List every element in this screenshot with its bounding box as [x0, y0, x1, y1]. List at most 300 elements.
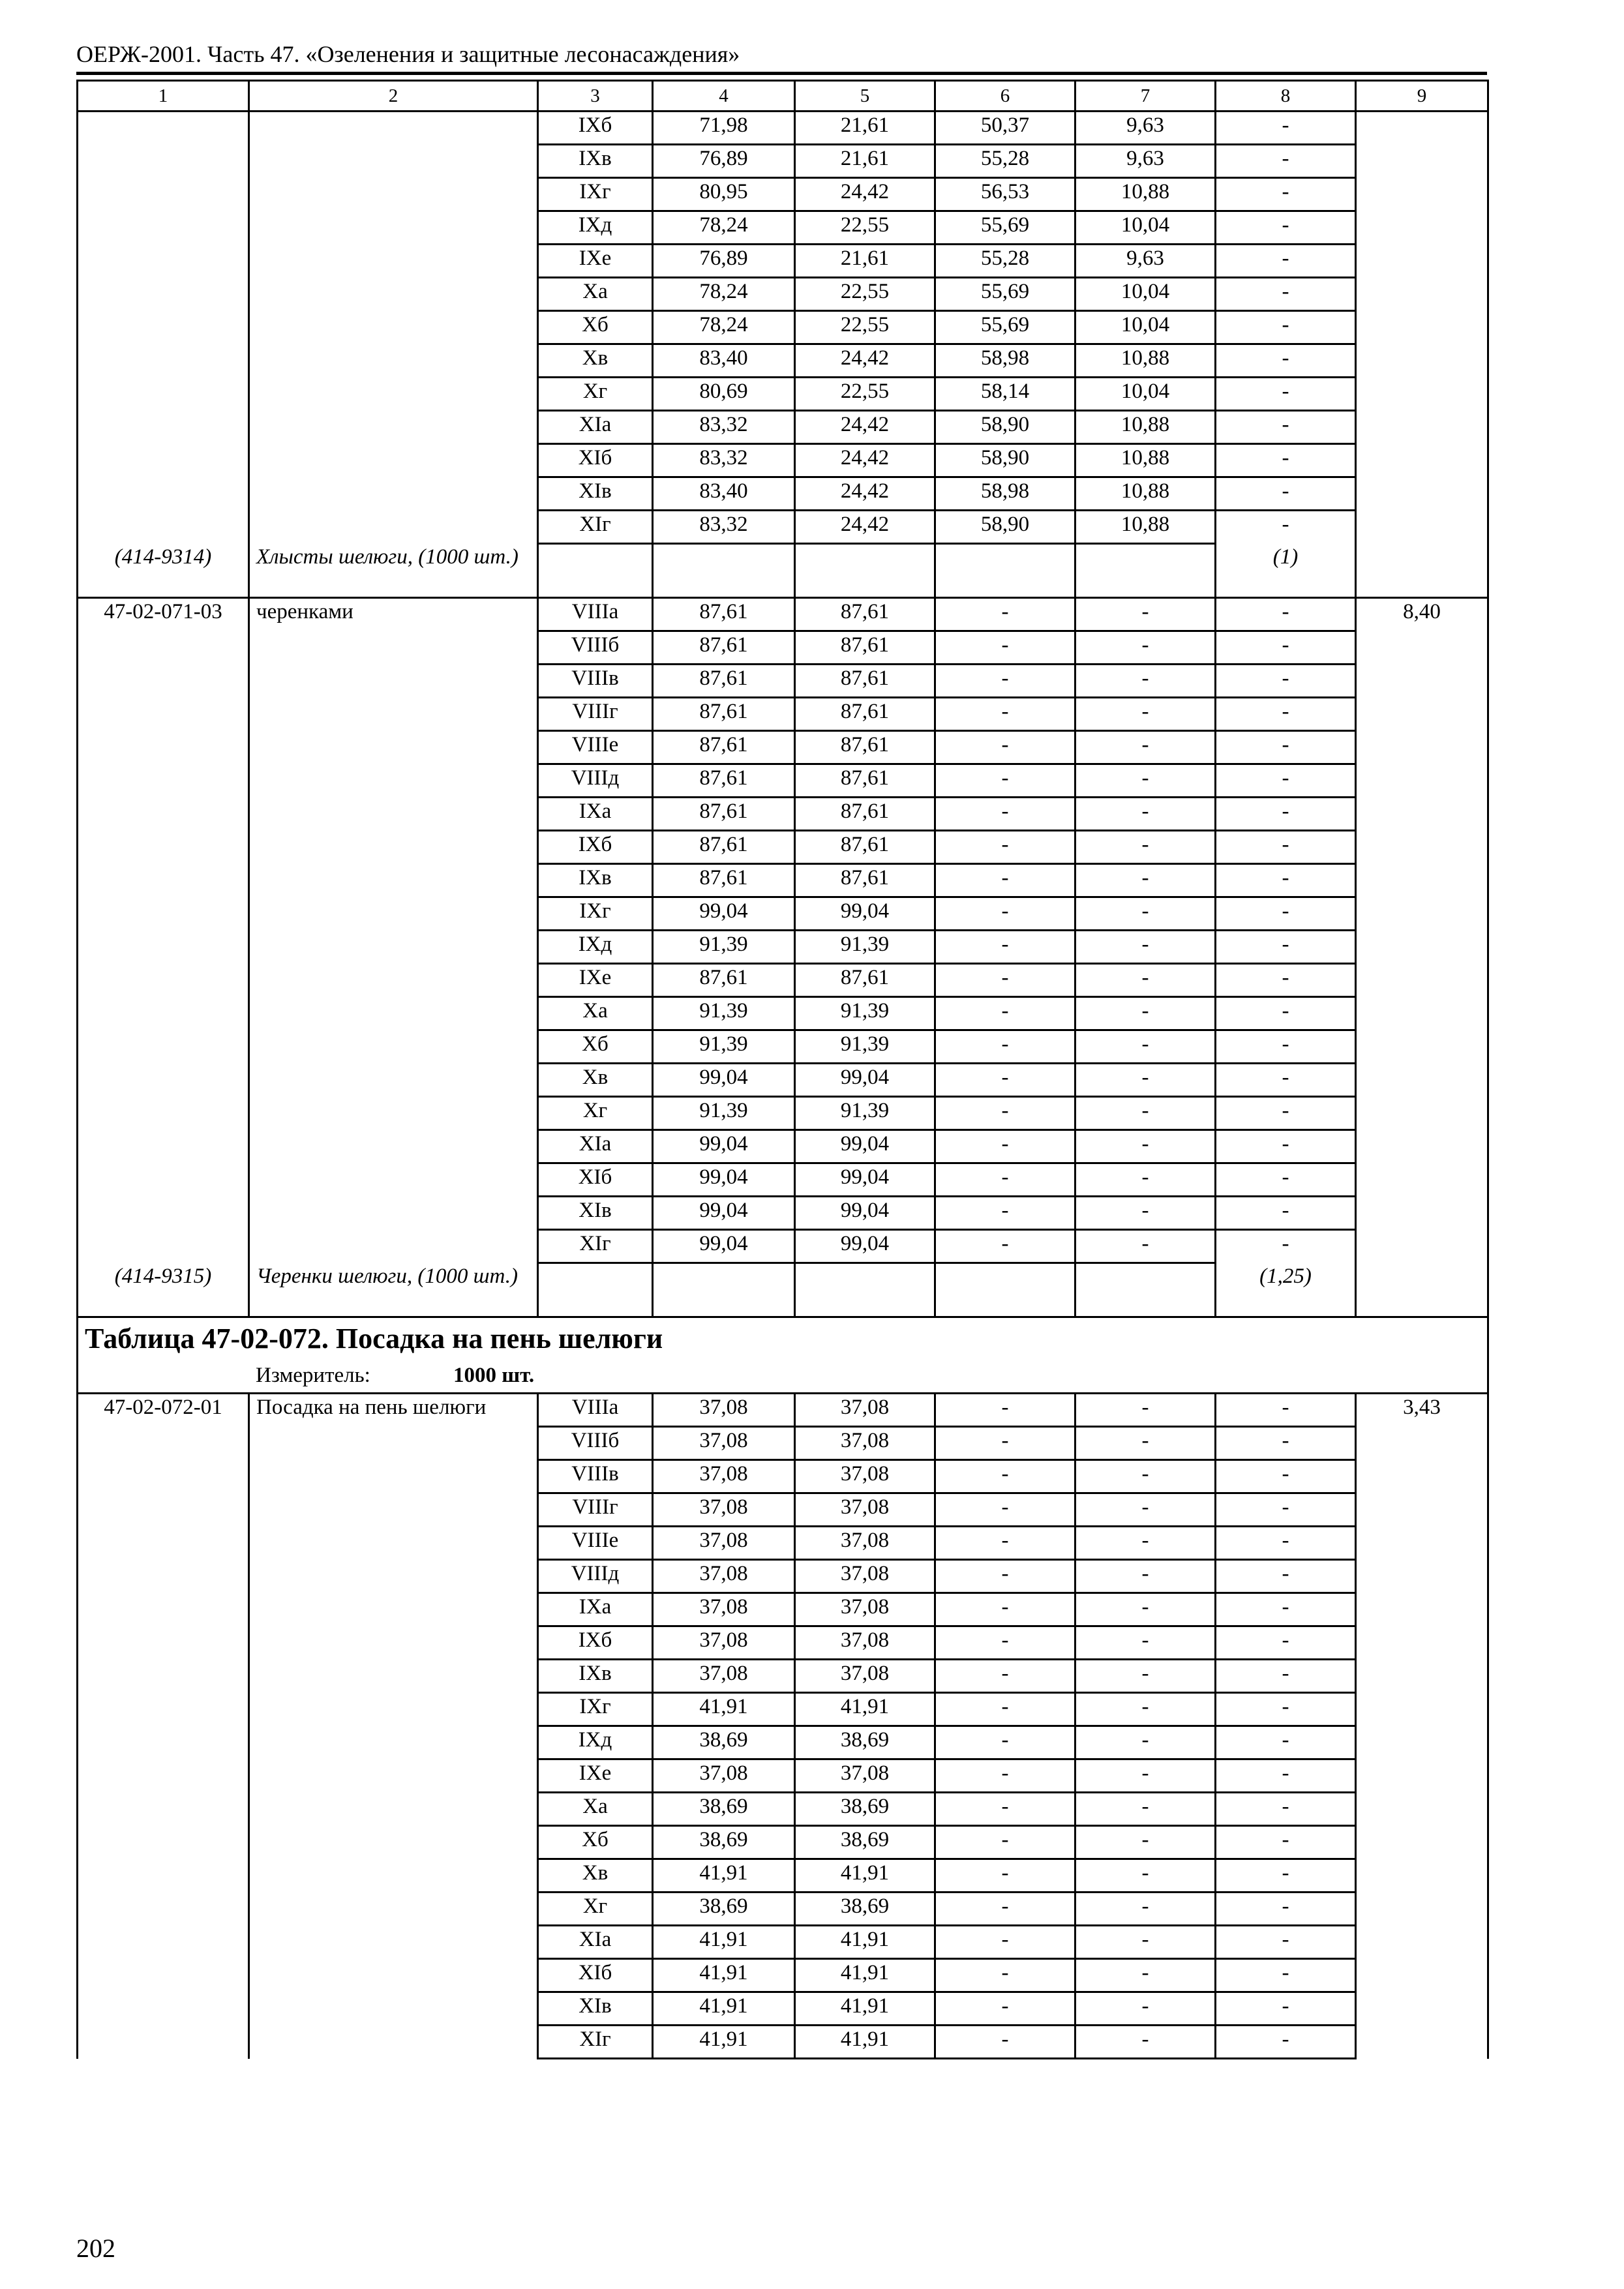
value-cell: Xв — [538, 1859, 653, 1893]
table-row — [78, 411, 1488, 444]
empty-cell — [1075, 544, 1216, 598]
total-cell — [1356, 1626, 1488, 1660]
value-cell: - — [1075, 1859, 1216, 1893]
value-cell: Xб — [538, 1030, 653, 1064]
value-cell: - — [935, 1759, 1075, 1793]
value-cell: - — [1216, 598, 1356, 631]
value-cell: 41,91 — [795, 1859, 935, 1893]
value-cell: 87,61 — [795, 964, 935, 997]
page-header: ОЕРЖ-2001. Часть 47. «Озеленения и защитные лесонасаждения» — [76, 41, 740, 67]
empty-cell — [795, 544, 935, 598]
item-name-cell — [249, 665, 538, 698]
value-cell: - — [1075, 931, 1216, 964]
item-code-cell — [78, 997, 249, 1030]
table-row — [78, 1926, 1488, 1959]
value-cell: - — [1075, 2026, 1216, 2059]
value-cell: 99,04 — [653, 897, 795, 931]
table-row — [78, 1893, 1488, 1926]
value-cell: 87,61 — [795, 731, 935, 764]
table-row — [78, 1793, 1488, 1826]
total-cell — [1356, 1527, 1488, 1560]
item-name-cell — [249, 1593, 538, 1626]
item-name-cell: черенками — [249, 598, 538, 631]
column-number: 3 — [538, 81, 653, 112]
item-name-cell — [249, 2026, 538, 2059]
table-row — [78, 897, 1488, 931]
value-cell: 10,88 — [1075, 444, 1216, 477]
item-name-cell — [249, 931, 538, 964]
value-cell: 99,04 — [653, 1064, 795, 1097]
value-cell: 38,69 — [653, 1793, 795, 1826]
total-cell — [1356, 1726, 1488, 1759]
value-cell: - — [935, 1893, 1075, 1926]
empty-cell — [1075, 1263, 1216, 1317]
value-cell: VIIIе — [538, 731, 653, 764]
table-body — [78, 81, 1488, 2059]
value-cell: - — [1216, 798, 1356, 831]
value-cell: - — [1075, 1130, 1216, 1163]
value-cell: 91,39 — [653, 997, 795, 1030]
value-cell: 21,61 — [795, 245, 935, 278]
table-row — [78, 1527, 1488, 1560]
item-name-cell — [249, 1992, 538, 2026]
item-name-cell — [249, 1726, 538, 1759]
item-code-cell — [78, 145, 249, 178]
item-code-cell — [78, 1992, 249, 2026]
item-code-cell — [78, 411, 249, 444]
value-cell: - — [1075, 1793, 1216, 1826]
item-code-cell — [78, 344, 249, 378]
material-quantity: (1) — [1216, 544, 1356, 598]
total-cell — [1356, 831, 1488, 864]
value-cell: - — [935, 1030, 1075, 1064]
value-cell: - — [935, 2026, 1075, 2059]
value-cell: IXв — [538, 145, 653, 178]
total-cell — [1356, 1130, 1488, 1163]
item-name-cell — [249, 1197, 538, 1230]
table-row — [78, 112, 1488, 145]
total-cell — [1356, 764, 1488, 798]
value-cell: 87,61 — [653, 764, 795, 798]
value-cell: IXб — [538, 112, 653, 145]
total-cell — [1356, 1759, 1488, 1793]
value-cell: - — [935, 897, 1075, 931]
value-cell: Xб — [538, 1826, 653, 1859]
value-cell: 78,24 — [653, 211, 795, 245]
value-cell: 76,89 — [653, 145, 795, 178]
rates-table — [76, 80, 1489, 2059]
value-cell: - — [935, 631, 1075, 665]
total-cell — [1356, 731, 1488, 764]
value-cell: - — [935, 1460, 1075, 1493]
value-cell: 24,42 — [795, 344, 935, 378]
value-cell: XIг — [538, 2026, 653, 2059]
value-cell: 10,88 — [1075, 344, 1216, 378]
item-name-cell — [249, 378, 538, 411]
value-cell: - — [1216, 511, 1356, 544]
value-cell: 24,42 — [795, 444, 935, 477]
column-number: 5 — [795, 81, 935, 112]
table-row — [78, 278, 1488, 311]
total-cell — [1356, 311, 1488, 344]
item-code-cell — [78, 211, 249, 245]
value-cell: - — [935, 864, 1075, 897]
value-cell: - — [935, 1130, 1075, 1163]
value-cell: - — [935, 1959, 1075, 1992]
value-cell: IXе — [538, 245, 653, 278]
value-cell: - — [1075, 1626, 1216, 1660]
table-row — [78, 631, 1488, 665]
item-name-cell — [249, 477, 538, 511]
value-cell: - — [1216, 698, 1356, 731]
total-cell — [1356, 1859, 1488, 1893]
total-cell — [1356, 444, 1488, 477]
value-cell: 87,61 — [653, 731, 795, 764]
total-cell — [1356, 344, 1488, 378]
empty-cell — [795, 1263, 935, 1317]
value-cell: 41,91 — [653, 1693, 795, 1726]
total-cell — [1356, 1197, 1488, 1230]
value-cell: 87,61 — [795, 698, 935, 731]
value-cell: IXб — [538, 1626, 653, 1660]
empty-cell — [538, 1263, 653, 1317]
value-cell: - — [1216, 631, 1356, 665]
value-cell: IXе — [538, 1759, 653, 1793]
value-cell: 22,55 — [795, 311, 935, 344]
value-cell: VIIIг — [538, 698, 653, 731]
item-code-cell — [78, 1593, 249, 1626]
value-cell: - — [935, 798, 1075, 831]
value-cell: - — [1216, 378, 1356, 411]
item-code-cell — [78, 1197, 249, 1230]
item-name-cell — [249, 112, 538, 145]
meter-row — [78, 1362, 1488, 1394]
item-name-cell — [249, 1527, 538, 1560]
value-cell: - — [1216, 931, 1356, 964]
value-cell: 41,91 — [795, 2026, 935, 2059]
value-cell: 91,39 — [795, 1097, 935, 1130]
value-cell: 37,08 — [653, 1493, 795, 1527]
total-cell — [1356, 931, 1488, 964]
value-cell: - — [1216, 1859, 1356, 1893]
value-cell: - — [1216, 1626, 1356, 1660]
value-cell: 41,91 — [653, 1992, 795, 2026]
value-cell: - — [1216, 1163, 1356, 1197]
item-name-cell — [249, 631, 538, 665]
value-cell: - — [935, 1859, 1075, 1893]
total-cell: 8,40 — [1356, 598, 1488, 631]
value-cell: - — [1075, 1826, 1216, 1859]
total-cell — [1356, 1992, 1488, 2026]
value-cell: 99,04 — [795, 1163, 935, 1197]
value-cell: IXд — [538, 211, 653, 245]
value-cell: 87,61 — [795, 665, 935, 698]
value-cell: - — [1216, 731, 1356, 764]
value-cell: IXг — [538, 897, 653, 931]
value-cell: Xа — [538, 1793, 653, 1826]
total-cell — [1356, 112, 1488, 145]
item-code-cell — [78, 1859, 249, 1893]
value-cell: IXа — [538, 1593, 653, 1626]
item-code-cell — [78, 1926, 249, 1959]
table-row — [78, 1726, 1488, 1759]
table-row — [78, 145, 1488, 178]
value-cell: 87,61 — [653, 698, 795, 731]
table-row — [78, 511, 1488, 544]
value-cell: VIIIг — [538, 1493, 653, 1527]
value-cell: - — [935, 1493, 1075, 1527]
table-row — [78, 344, 1488, 378]
value-cell: 78,24 — [653, 311, 795, 344]
table-row — [78, 831, 1488, 864]
value-cell: XIг — [538, 1230, 653, 1263]
item-code-cell — [78, 1064, 249, 1097]
column-number: 9 — [1356, 81, 1488, 112]
table-row — [78, 931, 1488, 964]
value-cell: - — [1216, 1493, 1356, 1527]
item-name-cell — [249, 1230, 538, 1263]
item-code-cell — [78, 1030, 249, 1064]
value-cell: 10,04 — [1075, 278, 1216, 311]
table-row — [78, 444, 1488, 477]
item-code-cell — [78, 2026, 249, 2059]
item-name-cell — [249, 1660, 538, 1693]
item-name-cell — [249, 897, 538, 931]
value-cell: - — [1216, 145, 1356, 178]
item-name-cell — [249, 831, 538, 864]
total-cell — [1356, 964, 1488, 997]
value-cell: 10,88 — [1075, 511, 1216, 544]
value-cell: 38,69 — [653, 1726, 795, 1759]
table-row — [78, 1493, 1488, 1527]
item-code-cell — [78, 764, 249, 798]
value-cell: - — [1216, 1926, 1356, 1959]
value-cell: 91,39 — [795, 1030, 935, 1064]
item-code-cell — [78, 444, 249, 477]
value-cell: - — [1075, 698, 1216, 731]
value-cell: 91,39 — [653, 931, 795, 964]
item-name-cell — [249, 1693, 538, 1726]
value-cell: - — [935, 1926, 1075, 1959]
total-cell — [1356, 1230, 1488, 1263]
value-cell: 55,28 — [935, 145, 1075, 178]
value-cell: - — [1216, 864, 1356, 897]
value-cell: XIб — [538, 1163, 653, 1197]
total-cell — [1356, 1064, 1488, 1097]
total-cell — [1356, 1893, 1488, 1926]
value-cell: - — [1216, 1726, 1356, 1759]
value-cell: - — [1216, 764, 1356, 798]
item-name-cell — [249, 698, 538, 731]
value-cell: 91,39 — [653, 1030, 795, 1064]
value-cell: - — [935, 698, 1075, 731]
value-cell: 21,61 — [795, 112, 935, 145]
value-cell: - — [1216, 1097, 1356, 1130]
value-cell: 41,91 — [795, 1959, 935, 1992]
value-cell: VIIIб — [538, 631, 653, 665]
value-cell: VIIIа — [538, 1394, 653, 1427]
header-rule — [76, 72, 1487, 75]
value-cell: IXв — [538, 864, 653, 897]
value-cell: - — [1216, 245, 1356, 278]
value-cell: 37,08 — [653, 1527, 795, 1560]
item-code-cell — [78, 477, 249, 511]
value-cell: 99,04 — [795, 1064, 935, 1097]
table-row — [78, 1197, 1488, 1230]
value-cell: 87,61 — [795, 598, 935, 631]
value-cell: - — [935, 1427, 1075, 1460]
value-cell: 10,88 — [1075, 411, 1216, 444]
value-cell: - — [935, 1394, 1075, 1427]
value-cell: - — [1216, 1992, 1356, 2026]
value-cell: 9,63 — [1075, 112, 1216, 145]
value-cell: - — [1075, 1759, 1216, 1793]
value-cell: 41,91 — [653, 1959, 795, 1992]
total-cell — [1356, 145, 1488, 178]
item-name-cell — [249, 1460, 538, 1493]
total-cell: 3,43 — [1356, 1394, 1488, 1427]
value-cell: 83,40 — [653, 477, 795, 511]
value-cell: IXб — [538, 831, 653, 864]
item-code-cell — [78, 311, 249, 344]
value-cell: 76,89 — [653, 245, 795, 278]
table-row — [78, 1560, 1488, 1593]
value-cell: 9,63 — [1075, 245, 1216, 278]
value-cell: 83,40 — [653, 344, 795, 378]
table-row — [78, 178, 1488, 211]
material-code: (414-9314) — [78, 544, 249, 598]
value-cell: Xб — [538, 311, 653, 344]
value-cell: 87,61 — [795, 864, 935, 897]
value-cell: 78,24 — [653, 278, 795, 311]
table-row — [78, 477, 1488, 511]
value-cell: - — [1075, 731, 1216, 764]
empty-cell — [653, 1263, 795, 1317]
value-cell: - — [1216, 997, 1356, 1030]
empty-cell — [935, 544, 1075, 598]
value-cell: 38,69 — [795, 1826, 935, 1859]
value-cell: 99,04 — [795, 1130, 935, 1163]
value-cell: - — [935, 997, 1075, 1030]
value-cell: - — [1216, 1427, 1356, 1460]
value-cell: 37,08 — [653, 1560, 795, 1593]
item-code-cell — [78, 864, 249, 897]
total-cell — [1356, 1030, 1488, 1064]
value-cell: - — [935, 1593, 1075, 1626]
value-cell: IXв — [538, 1660, 653, 1693]
value-cell: 87,61 — [653, 964, 795, 997]
item-name-cell — [249, 344, 538, 378]
table-row — [78, 1959, 1488, 1992]
value-cell: Xг — [538, 1893, 653, 1926]
value-cell: XIа — [538, 1130, 653, 1163]
value-cell: VIIIа — [538, 598, 653, 631]
column-number: 4 — [653, 81, 795, 112]
meter-value: 1000 шт. — [453, 1364, 535, 1387]
item-name-cell — [249, 1030, 538, 1064]
table-row — [78, 1394, 1488, 1427]
value-cell: - — [935, 1693, 1075, 1726]
value-cell: 37,08 — [795, 1626, 935, 1660]
value-cell: 58,90 — [935, 411, 1075, 444]
table-row — [78, 1992, 1488, 2026]
total-cell — [1356, 211, 1488, 245]
value-cell: 22,55 — [795, 378, 935, 411]
value-cell: - — [935, 831, 1075, 864]
table-row — [78, 997, 1488, 1030]
value-cell: 37,08 — [795, 1527, 935, 1560]
value-cell: 55,69 — [935, 278, 1075, 311]
value-cell: 38,69 — [795, 1893, 935, 1926]
value-cell: 55,69 — [935, 311, 1075, 344]
value-cell: 87,61 — [795, 631, 935, 665]
material-quantity: (1,25) — [1216, 1263, 1356, 1317]
table-row — [78, 1859, 1488, 1893]
item-name-cell — [249, 511, 538, 544]
total-cell — [1356, 178, 1488, 211]
value-cell: 37,08 — [795, 1759, 935, 1793]
value-cell: 22,55 — [795, 278, 935, 311]
value-cell: 10,04 — [1075, 211, 1216, 245]
value-cell: - — [1216, 1693, 1356, 1726]
value-cell: - — [935, 1197, 1075, 1230]
item-code-cell — [78, 1893, 249, 1926]
value-cell: 24,42 — [795, 511, 935, 544]
value-cell: - — [1075, 1493, 1216, 1527]
value-cell: - — [1216, 344, 1356, 378]
value-cell: - — [1075, 1197, 1216, 1230]
item-name-cell — [249, 1560, 538, 1593]
table-row — [78, 731, 1488, 764]
value-cell: - — [1075, 1726, 1216, 1759]
value-cell: - — [1075, 897, 1216, 931]
table-row — [78, 1660, 1488, 1693]
total-cell — [1356, 245, 1488, 278]
value-cell: - — [1075, 1660, 1216, 1693]
value-cell: - — [935, 1660, 1075, 1693]
item-name-cell — [249, 1097, 538, 1130]
empty-cell — [653, 544, 795, 598]
value-cell: - — [1216, 2026, 1356, 2059]
item-code-cell — [78, 1693, 249, 1726]
table-row — [78, 1759, 1488, 1793]
column-number: 2 — [249, 81, 538, 112]
total-cell — [1356, 1693, 1488, 1726]
value-cell: 87,61 — [653, 665, 795, 698]
value-cell: 37,08 — [795, 1560, 935, 1593]
value-cell: XIв — [538, 1197, 653, 1230]
total-cell — [1356, 1493, 1488, 1527]
total-cell — [1356, 1926, 1488, 1959]
value-cell: - — [1075, 798, 1216, 831]
value-cell: - — [1075, 1893, 1216, 1926]
table-row — [78, 1097, 1488, 1130]
value-cell: - — [935, 1560, 1075, 1593]
value-cell: - — [1075, 631, 1216, 665]
value-cell: - — [1216, 964, 1356, 997]
value-cell: - — [935, 1163, 1075, 1197]
value-cell: 87,61 — [653, 798, 795, 831]
total-cell — [1356, 997, 1488, 1030]
value-cell: - — [1075, 665, 1216, 698]
value-cell: 37,08 — [795, 1660, 935, 1693]
total-cell — [1356, 1593, 1488, 1626]
value-cell: - — [1216, 411, 1356, 444]
empty-cell — [1356, 1263, 1488, 1317]
item-code-cell — [78, 698, 249, 731]
value-cell: - — [1075, 997, 1216, 1030]
value-cell: Xв — [538, 344, 653, 378]
